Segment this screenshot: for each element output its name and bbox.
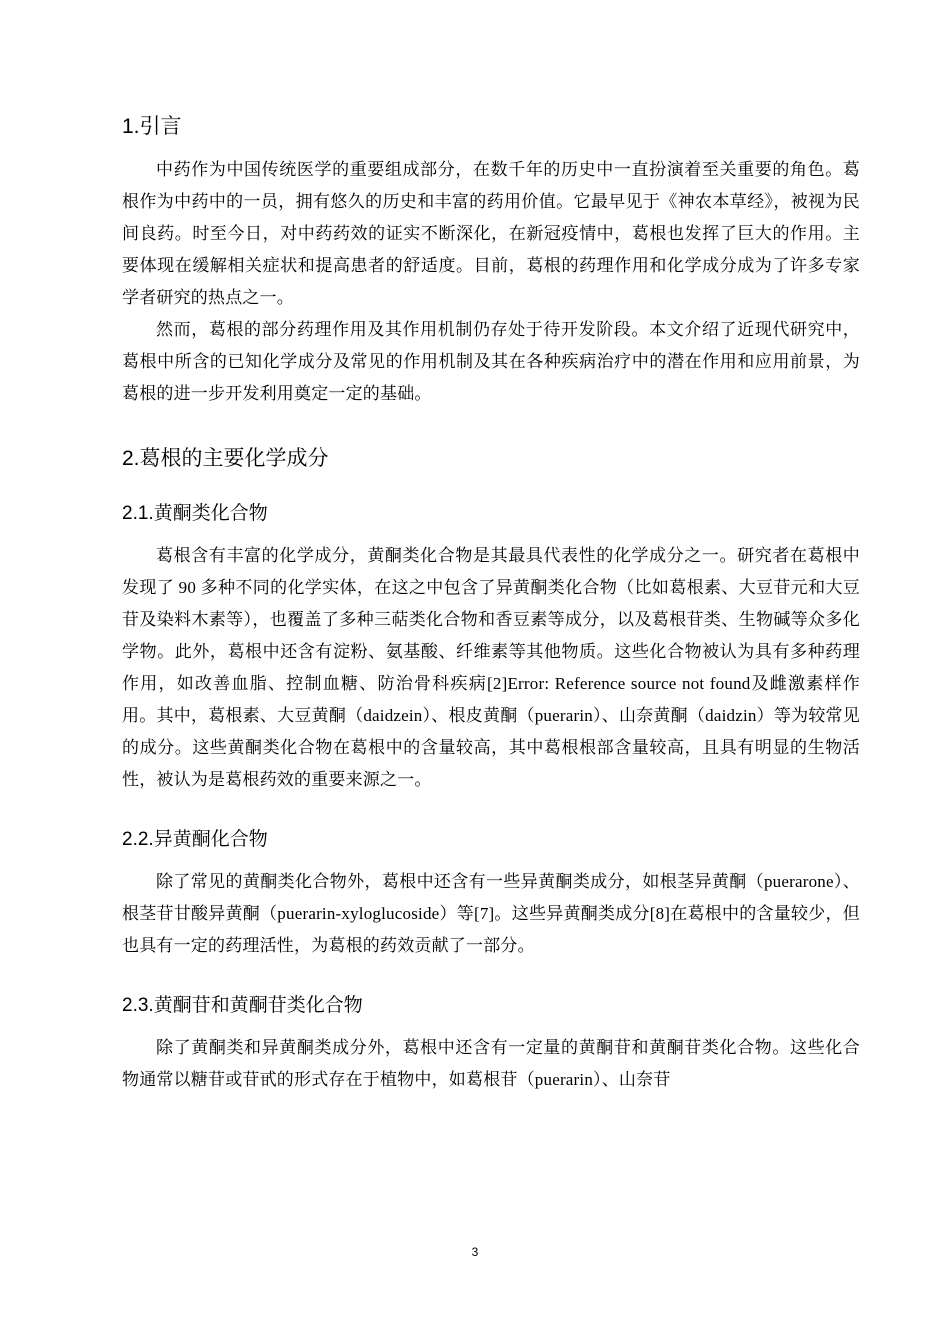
page-number: 3 (471, 1245, 479, 1259)
page-content (122, 112, 860, 1096)
subsection-title-glycosides: 2.3.黄酮苷和黄酮苷类化合物 (122, 995, 363, 1016)
subsection-title-flavonoids: 2.1.黄酮类化合物 (122, 503, 268, 524)
section-spacer (122, 962, 860, 992)
intro-paragraph-1: 中药作为中国传统医学的重要组成部分，在数千年的历史中一直扮演着至关重要的角色。葛根作为中药中的一员，拥有悠久的历史和丰富的药用价值。它最早见于《神农本草经》，被视为民间良药。时至今日，对中药药效的证实不断深化，在新冠疫情中，葛根也发挥了巨大的作用。主要体现在缓解相关症状和提高患者的舒适度。目前，葛根的药理作用和化学成分成为了许多专家学者研究的热点之一。 (122, 160, 860, 307)
section-title-intro: 1.引言 (122, 115, 182, 138)
subsection-title-isoflavones: 2.2.异黄酮化合物 (122, 829, 268, 850)
flavonoids-paragraph: 葛根含有丰富的化学成分，黄酮类化合物是其最具代表性的化学成分之一。研究者在葛根中发现了 90 多种不同的化学实体，在这之中包含了异黄酮类化合物（比如葛根素、大豆苷元和大豆苷及染料木素等），也覆盖了多种三萜类化合物和香豆素等成分，以及葛根苷类、生物碱等众多化学物。此外，葛根中还含有淀粉、氨基酸、纤维素等其他物质。这些化合物被认为具有多种药理作用，如改善血脂、控制血糖、防治骨科疾病[2]Error: Reference source not found及雌激素样作用。其中，葛根素、大豆黄酮（daidzein）、根皮黄酮（puerarin）、山奈黄酮（daidzin）等为较常见的成分。这些黄酮类化合物在葛根中的含量较高，其中葛根根部含量较高，且具有明显的生物活性，被认为是葛根药效的重要来源之一。 (122, 546, 860, 789)
section-spacer (122, 486, 860, 500)
section-spacer (122, 410, 860, 444)
glycosides-paragraph: 除了黄酮类和异黄酮类成分外，葛根中还含有一定量的黄酮苷和黄酮苷类化合物。这些化合物通常以糖苷或苷甙的形式存在于植物中，如葛根苷（puerarin）、山奈苷 (122, 1038, 860, 1089)
section-title-chemistry: 2.葛根的主要化学成分 (122, 447, 329, 470)
section-spacer (122, 796, 860, 826)
intro-paragraph-2: 然而，葛根的部分药理作用及其作用机制仍存处于待开发阶段。本文介绍了近现代研究中，葛根中所含的已知化学成分及常见的作用机制及其在各种疾病治疗中的潜在作用和应用前景，为葛根的进一步开发利用奠定一定的基础。 (122, 320, 860, 403)
isoflavones-paragraph: 除了常见的黄酮类化合物外，葛根中还含有一些异黄酮类成分，如根茎异黄酮（puerarone）、根茎苷甘酸异黄酮（puerarin-xyloglucoside）等[7]。这些异黄酮类成分[8]在葛根中的含量较少，但也具有一定的药理活性，为葛根的药效贡献了一部分。 (122, 872, 860, 955)
